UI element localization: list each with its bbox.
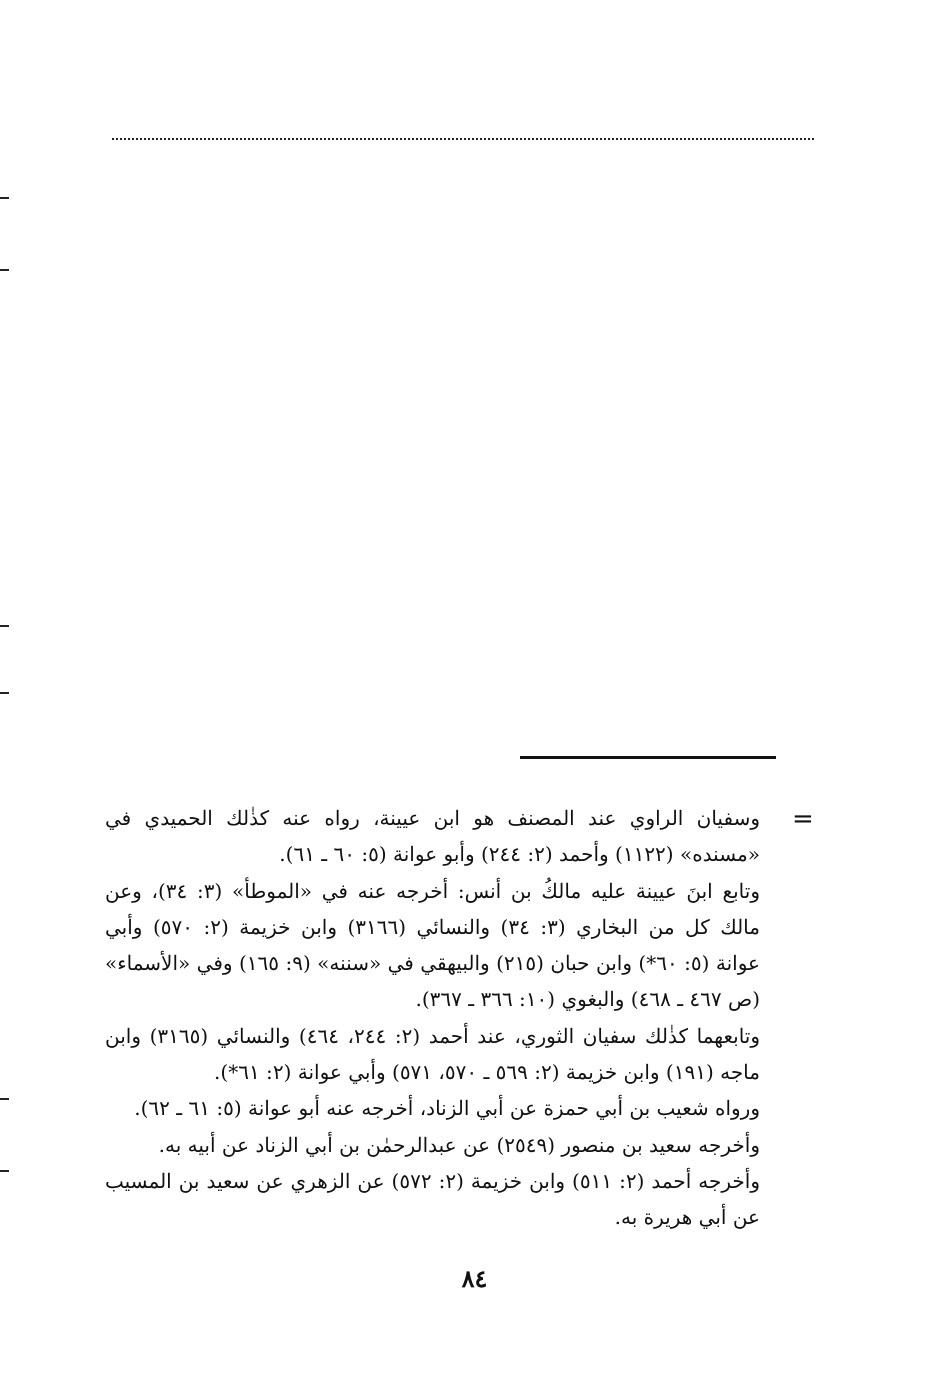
dotted-separator	[112, 138, 814, 140]
margin-mark	[0, 1098, 9, 1100]
footnote-rule	[520, 756, 776, 759]
continuation-marker: =	[792, 804, 814, 834]
margin-mark	[0, 692, 9, 694]
footnote-paragraph: وسفيان الراوي عند المصنف هو ابن عيينة، رواه عنه كذٰلك الحميدي في «مسنده» (١١٢٢) وأحمد (٢: ٢٤٤) وأبو عوانة (٥: ٦٠ ـ ٦١).	[105, 806, 760, 867]
margin-mark	[0, 197, 9, 199]
footnote-paragraph: وتابع ابنَ عيينة عليه مالكُ بن أنس: أخرجه عنه في «الموطأ» (٣: ٣٤)، وعن مالك كل من البخاري (٣: ٣٤) والنسائي (٣١٦٦) وابن خزيمة (٢: ٥٧٠) وأبي عوانة (٥: ٦٠*) وابن حبان (٢١٥) والبيهقي في «سننه» (٩: ١٦٥) وفي «الأسماء» (ص ٤٦٧ ـ ٤٦٨) والبغوي (١٠: ٣٦٦ ـ ٣٦٧).	[105, 878, 760, 1012]
margin-mark	[0, 625, 9, 627]
margin-mark	[0, 269, 9, 271]
footnote-paragraph: وأخرجه أحمد (٢: ٥١١) وابن خزيمة (٢: ٥٧٢) عن الزهري عن سعيد بن المسيب عن أبي هريرة به.	[105, 1168, 760, 1230]
page-number: ٨٤	[461, 1264, 488, 1293]
margin-mark	[0, 1170, 9, 1172]
footnote-paragraph: ورواه شعيب بن أبي حمزة عن أبي الزناد، أخرجه عنه أبو عوانة (٥: ٦١ ـ ٦٢).	[134, 1096, 760, 1121]
footnote-paragraph: وأخرجه سعيد بن منصور (٢٥٤٩) عن عبدالرحمٰن بن أبي الزناد عن أبيه به.	[158, 1132, 760, 1157]
footnote-paragraph: وتابعهما كذٰلك سفيان الثوري، عند أحمد (٢: ٢٤٤، ٤٦٤) والنسائي (٣١٦٥) وابن ماجه (١٩١) وابن خزيمة (٢: ٥٦٩ ـ ٥٧٠، ٥٧١) وأبي عوانة (٢: ٦١*).	[105, 1023, 761, 1085]
footnote-body	[105, 800, 760, 1236]
